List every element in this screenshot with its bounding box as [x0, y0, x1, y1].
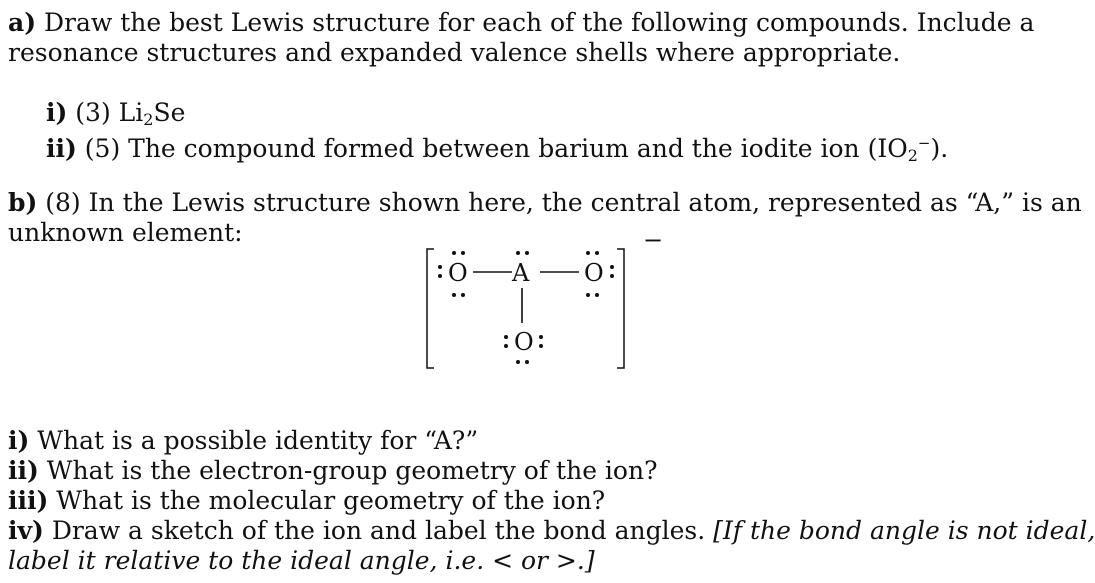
item-i-label: i): [46, 98, 68, 127]
part-a-instructions-2: resonance structures and expanded valence shells where appropriate.: [8, 38, 901, 67]
part-a-instructions-1: Draw the best Lewis structure for each of the following compounds. Include a: [43, 8, 1035, 37]
left-bracket: [427, 249, 434, 368]
question-iii-label: iii): [8, 486, 49, 515]
question-i: [8, 426, 478, 456]
item-i-points: (3): [75, 98, 111, 127]
part-b-instructions-2: unknown element:: [8, 218, 243, 247]
question-iv-note-2: label it relative to the ideal angle, i.e. < or >.]: [8, 546, 595, 575]
ion-charge: −: [643, 226, 664, 254]
question-iv-text: Draw a sketch of the ion and label the bond angles.: [51, 516, 706, 545]
question-iv: [8, 516, 1095, 546]
question-i-label: i): [8, 426, 30, 455]
item-ii-text-end: ).: [930, 134, 949, 163]
question-ii: [8, 456, 658, 486]
right-bracket: [617, 249, 624, 368]
question-iv-note-1: [If the bond angle is not ideal,: [713, 516, 1095, 545]
question-iv-continued: [8, 546, 595, 576]
central-atom: A: [512, 259, 530, 287]
formula-end: Se: [153, 98, 186, 127]
iodite-subscript: 2: [907, 146, 918, 165]
right-oxygen: O: [584, 259, 604, 287]
formula-subscript: 2: [143, 110, 154, 129]
question-iii-text: What is the molecular geometry of the ion?: [56, 486, 606, 515]
central-atom-lone-pair: [516, 251, 529, 255]
bottom-oxygen: O: [514, 328, 534, 356]
part-b-points: (8): [45, 188, 81, 217]
iodite-charge: −: [917, 134, 931, 152]
part-a-label: a): [8, 8, 37, 37]
item-ii-points: (5): [84, 134, 121, 163]
question-ii-text: What is the electron-group geometry of the ion?: [46, 456, 658, 485]
item-ii-label: ii): [46, 134, 77, 163]
formula-main: Li: [118, 98, 144, 127]
left-oxygen: O: [448, 259, 468, 287]
question-i-text: What is a possible identity for “A?”: [37, 426, 479, 455]
question-iv-label: iv): [8, 516, 44, 545]
question-ii-label: ii): [8, 456, 39, 485]
part-b-label: b): [8, 188, 38, 217]
item-ii-text: The compound formed between barium and the iodite ion (IO: [128, 134, 908, 163]
part-b-instructions-1: In the Lewis structure shown here, the central atom, represented as “A,” is an: [88, 188, 1082, 217]
question-iii: [8, 486, 605, 516]
